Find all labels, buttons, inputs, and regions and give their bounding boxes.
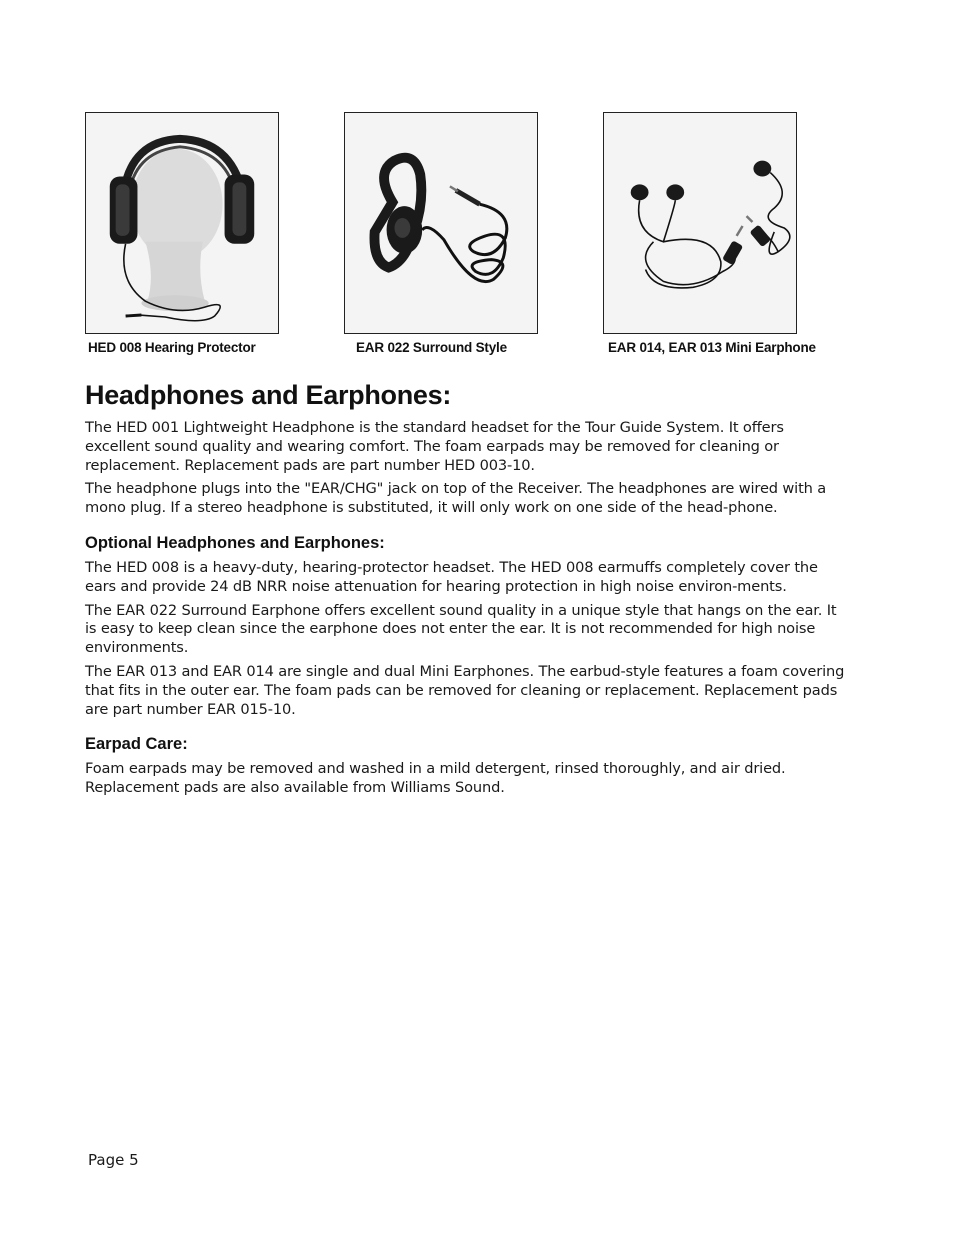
care-paragraph: Foam earpads may be removed and washed in a mild detergent, rinsed thoroughly, and air dried. Replacement pads are also available from Williams Sound. [85, 760, 786, 797]
optional-paragraph: The EAR 022 Surround Earphone offers excellent sound quality in a unique style that hangs on the ear. It is easy to keep clean since the earphone does not enter the ear. It is not recommended for high noise environments. [85, 601, 837, 657]
headphones-on-mannequin-photo [86, 113, 278, 333]
intro-paragraph: The HED 001 Lightweight Headphone is the standard headset for the Tour Guide System. It offers excellent sound quality and wearing comfort. The foam earpads may be removed for cleaning or replacement. Replacement pads are part number HED 003-10. [85, 419, 784, 474]
ear-022-photo [344, 112, 538, 334]
optional-paragraph: The HED 008 is a heavy-duty, hearing-protector headset. The HED 008 earmuffs completely cover the ears and provide 24 dB NRR noise attenuation for hearing protection in high noise environ-ments. [85, 558, 818, 595]
surround-earphone-photo [345, 113, 537, 333]
optional-paragraph: The EAR 013 and EAR 014 are single and dual Mini Earphones. The earbud-style features a foam covering that fits in the outer ear. The foam pads can be removed for cleaning or replacement. Replacement pads are part number EAR 015-10. [85, 662, 845, 718]
ear-014-013-photo [603, 112, 797, 334]
main-content [85, 380, 845, 803]
hed-008-photo [85, 112, 279, 334]
page-number: Page 5 [88, 1151, 139, 1169]
page-title: Headphones and Earphones: [85, 380, 452, 410]
figure-caption-hed-008: HED 008 Hearing Protector [88, 340, 256, 355]
care-section-heading: Earpad Care: [85, 735, 188, 754]
figure-caption-ear-014-013: EAR 014, EAR 013 Mini Earphone [608, 340, 816, 355]
intro-paragraph: The headphone plugs into the "EAR/CHG" jack on top of the Receiver. The headphones are wired with a mono plug. If a stereo headphone is substituted, it will only work on one side of the head-phone. [85, 480, 827, 517]
mini-earphones-photo [604, 113, 796, 333]
optional-section-heading: Optional Headphones and Earphones: [85, 533, 385, 552]
figure-caption-ear-022: EAR 022 Surround Style [356, 340, 507, 355]
